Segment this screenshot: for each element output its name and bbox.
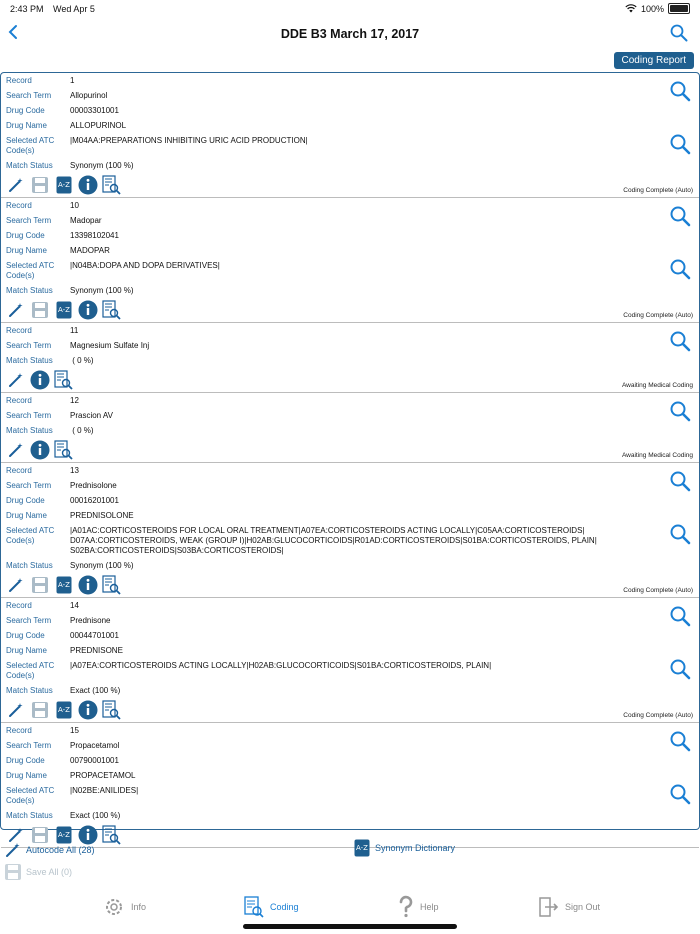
record-number-value: 11 [70,326,79,335]
record-actions [1,573,699,597]
drug-code-row [1,228,699,243]
drug-name-row [1,508,699,523]
selected-atc-value: |A01AC:CORTICOSTEROIDS FOR LOCAL ORAL TREATMENT|A07EA:CORTICOSTEROIDS ACTING LOCALLY|C05AA:CORTICOSTEROIDS| D07AA:CORTICOSTEROIDS, WEAK (GROUP I)|H02AB:GLUCOCORTICOIDS|R01AD:CORTICOSTEROIDS|S01BA:CORTICOSTEROIDS, PLAIN| S02BA:CORTICOSTEROIDS|S03BA:CORTICOSTEROIDS| [70,526,597,555]
navigation-bar [0,18,700,50]
record-number-row [1,393,699,408]
autocode-all-label: Autocode All (28) [26,845,95,855]
az-dictionary-icon [56,701,72,719]
coding-status: Awaiting Medical Coding [621,382,693,389]
drug-name-label: Drug Name [6,771,47,780]
record-number-value: 15 [70,726,79,735]
match-status-row [1,558,699,573]
drug-name-label: Drug Name [6,646,47,655]
record-number-row [1,198,699,213]
search-term-value: Prednisone [70,616,111,625]
magnifier-icon [669,330,691,352]
record-number-label: Record [6,201,32,210]
match-status-value: Exact (100 %) [70,686,121,695]
status-bar [0,0,700,18]
review-button[interactable] [102,575,122,595]
search-term-label: Search Term [6,216,52,225]
match-status-row [1,158,699,173]
atc-block [1,523,699,558]
record-number-row [1,598,699,613]
review-button[interactable] [102,175,122,195]
az-dictionary-icon [354,839,370,857]
search-term-block [1,213,699,228]
svg-text:A-Z: A-Z [58,306,70,314]
record-number-value: 10 [70,201,79,210]
drug-code-value: 00016201001 [70,496,119,505]
selected-atc-row [1,258,699,283]
record-number-value: 14 [70,601,79,610]
selected-atc-row [1,133,699,158]
drug-name-row [1,643,699,658]
document-search-icon [102,700,122,720]
selected-atc-label: Selected ATC Code(s) [6,261,55,280]
magic-wand-icon [7,176,25,194]
save-icon [31,701,49,719]
record-number-label: Record [6,726,32,735]
autocode-button[interactable] [6,700,26,720]
search-term-block [1,408,699,423]
status-right [625,3,690,14]
match-status-label: Match Status [6,426,53,435]
record-card [1,598,699,723]
az-dictionary-icon [56,301,72,319]
drug-code-row [1,103,699,118]
synonym-button[interactable] [54,575,74,595]
svg-text:A-Z: A-Z [58,581,70,589]
drug-name-label: Drug Name [6,121,47,130]
magnifier-icon [669,523,691,545]
search-term-value: Allopurinol [70,91,108,100]
search-term-label: Search Term [6,741,52,750]
record-card [1,463,699,598]
search-term-row [1,213,699,228]
search-term-label: Search Term [6,91,52,100]
tab-help-label: Help [420,902,439,912]
save-button[interactable] [30,700,50,720]
drug-name-value: PREDNISONE [70,646,123,655]
info-icon [78,700,98,720]
match-status-value: ( 0 %) [70,356,94,365]
match-status-row [1,423,699,438]
selected-atc-value: |A07EA:CORTICOSTEROIDS ACTING LOCALLY|H02AB:GLUCOCORTICOIDS|S01BA:CORTICOSTEROIDS, PLAIN| [70,661,492,670]
search-term-row [1,738,699,753]
match-status-row [1,683,699,698]
drug-code-label: Drug Code [6,756,45,765]
coding-icon [244,896,264,918]
autocode-button[interactable] [6,300,26,320]
record-number-row [1,323,699,338]
save-button[interactable] [30,300,50,320]
svg-text:A-Z: A-Z [58,706,70,714]
drug-code-value: 00003301001 [70,106,119,115]
match-status-label: Match Status [6,356,53,365]
info-icon [78,300,98,320]
autocode-button[interactable] [6,175,26,195]
bulk-actions [4,839,95,883]
tab-sign-out-label: Sign Out [565,902,601,912]
info-button[interactable] [78,175,98,195]
selected-atc-label: Selected ATC Code(s) [6,661,55,680]
document-search-icon [102,300,122,320]
az-dictionary-icon [56,576,72,594]
sign-out-icon [539,896,559,918]
record-number-value: 13 [70,466,79,475]
review-button[interactable] [54,370,74,390]
coding-status: Awaiting Medical Coding [621,452,693,459]
wifi-icon [625,4,637,13]
record-number-value: 12 [70,396,79,405]
magic-wand-icon [4,841,22,859]
selected-atc-value: |M04AA:PREPARATIONS INHIBITING URIC ACID PRODUCTION| [70,136,308,145]
coding-status: Coding Complete (Auto) [623,712,693,719]
drug-name-row [1,768,699,783]
record-number-value: 1 [70,76,75,85]
coding-status: Coding Complete (Auto) [623,587,693,594]
match-status-value: Synonym (100 %) [70,161,134,170]
question-icon [398,896,414,918]
info-icon [78,575,98,595]
record-card [1,723,699,848]
search-term-row [1,478,699,493]
drug-code-row [1,628,699,643]
record-card [1,323,699,393]
match-status-label: Match Status [6,686,53,695]
match-status-label: Match Status [6,811,53,820]
tab-coding-label: Coding [270,902,299,912]
drug-name-value: PREDNISOLONE [70,511,134,520]
review-button[interactable] [54,440,74,460]
status-time: 2:43 PM [10,4,44,14]
search-term-value: Magnesium Sulfate Inj [70,341,150,350]
magic-wand-icon [7,301,25,319]
record-actions [1,173,699,197]
battery-percent: 100% [640,3,664,14]
svg-text:A-Z: A-Z [58,831,70,839]
atc-block [1,258,699,283]
atc-lookup-button[interactable] [669,523,691,550]
autocode-button[interactable] [6,370,26,390]
synonym-dictionary-label: Synonym Dictionary [375,843,456,853]
tab-help[interactable] [398,896,439,918]
document-search-icon [102,825,122,845]
svg-text:A-Z: A-Z [58,181,70,189]
page-title: DDE B3 March 17, 2017 [280,27,420,41]
info-button[interactable] [78,300,98,320]
drug-name-value: ALLOPURINOL [70,121,127,130]
search-term-label: Search Term [6,411,52,420]
record-card [1,73,699,198]
tab-info-label: Info [131,902,147,912]
autocode-button[interactable] [6,575,26,595]
search-term-label: Search Term [6,341,52,350]
magnifier-icon [669,783,691,805]
search-term-block [1,478,699,493]
magnifier-icon [669,400,691,422]
match-status-value: Exact (100 %) [70,811,121,820]
synonym-dictionary-button[interactable] [354,839,455,857]
drug-name-row [1,243,699,258]
match-status-label: Match Status [6,561,53,570]
autocode-button[interactable] [6,440,26,460]
tab-bar [0,893,700,923]
record-list[interactable] [0,72,700,839]
drug-code-row [1,753,699,768]
battery-icon [668,3,690,14]
drug-name-label: Drug Name [6,511,47,520]
magnifier-icon [669,730,691,752]
record-actions [1,823,699,847]
atc-lookup-button[interactable] [669,658,691,685]
search-term-block [1,738,699,753]
info-icon [30,370,50,390]
drug-name-row [1,118,699,133]
search-term-label: Search Term [6,616,52,625]
selected-atc-label: Selected ATC Code(s) [6,786,55,805]
search-term-block [1,338,699,353]
info-icon [78,175,98,195]
search-term-value: Prascion AV [70,411,113,420]
coding-status: Coding Complete (Auto) [623,312,693,319]
save-icon [4,863,22,881]
search-term-value: Madopar [70,216,102,225]
drug-code-row [1,493,699,508]
review-button[interactable] [102,825,122,845]
selected-atc-value: |N04BA:DOPA AND DOPA DERIVATIVES| [70,261,220,270]
drug-code-label: Drug Code [6,106,45,115]
search-term-block [1,613,699,628]
record-number-label: Record [6,601,32,610]
review-button[interactable] [102,700,122,720]
drug-name-value: MADOPAR [70,246,110,255]
record-number-row [1,723,699,738]
save-icon [31,576,49,594]
match-status-value: Synonym (100 %) [70,561,134,570]
magnifier-icon [669,658,691,680]
document-search-icon [54,370,74,390]
search-term-label: Search Term [6,481,52,490]
record-number-row [1,73,699,88]
record-number-label: Record [6,76,32,85]
autocode-all-button[interactable] [4,839,95,861]
record-actions [1,298,699,322]
atc-block [1,783,699,808]
review-button[interactable] [102,300,122,320]
coding-report-button[interactable]: Coding Report [614,52,694,69]
atc-lookup-button[interactable] [669,258,691,285]
drug-name-value: PROPACETAMOL [70,771,136,780]
tab-info[interactable] [103,896,146,918]
info-button[interactable] [78,700,98,720]
magic-wand-icon [7,701,25,719]
info-button[interactable] [78,575,98,595]
match-status-label: Match Status [6,286,53,295]
record-card [1,198,699,323]
search-term-value: Prednisolone [70,481,117,490]
document-search-icon [102,175,122,195]
magnifier-icon [669,470,691,492]
record-card [1,393,699,463]
drug-code-label: Drug Code [6,231,45,240]
search-term-row [1,408,699,423]
synonym-button[interactable] [54,175,74,195]
atc-block [1,658,699,683]
record-number-label: Record [6,396,32,405]
drug-name-label: Drug Name [6,246,47,255]
drug-code-label: Drug Code [6,631,45,640]
nav-search-button[interactable] [670,24,688,47]
tab-coding[interactable] [244,896,299,918]
svg-text:A-Z: A-Z [356,844,368,852]
info-button[interactable] [30,370,50,390]
save-icon [31,301,49,319]
match-status-label: Match Status [6,161,53,170]
info-button[interactable] [30,440,50,460]
magnifier-icon [669,205,691,227]
az-dictionary-icon [56,176,72,194]
magnifier-icon [669,605,691,627]
search-term-row [1,338,699,353]
record-number-row [1,463,699,478]
atc-lookup-button[interactable] [669,133,691,160]
magnifier-icon [669,133,691,155]
drug-code-value: 00790001001 [70,756,119,765]
record-actions [1,368,699,392]
selected-atc-value: |N02BE:ANILIDES| [70,786,139,795]
record-actions [1,438,699,462]
magnifier-icon [669,80,691,102]
selected-atc-row [1,523,699,558]
record-number-label: Record [6,466,32,475]
coding-status: Coding Complete (Auto) [623,187,693,194]
save-all-label: Save All (0) [26,867,73,877]
drug-code-label: Drug Code [6,496,45,505]
record-actions [1,698,699,722]
magic-wand-icon [7,441,25,459]
search-term-block [1,88,699,103]
magic-wand-icon [7,576,25,594]
selected-atc-row [1,658,699,683]
save-button[interactable] [30,575,50,595]
match-status-value: ( 0 %) [70,426,94,435]
selected-atc-row [1,783,699,808]
atc-lookup-button[interactable] [669,783,691,810]
search-icon [670,24,688,42]
synonym-button[interactable] [54,300,74,320]
tab-sign-out[interactable] [539,896,600,918]
magnifier-icon [669,258,691,280]
save-all-button[interactable] [4,861,95,883]
document-search-icon [102,575,122,595]
drug-code-value: 00044701001 [70,631,119,640]
atc-block [1,133,699,158]
match-status-row [1,808,699,823]
selected-atc-label: Selected ATC Code(s) [6,526,55,545]
selected-atc-label: Selected ATC Code(s) [6,136,55,155]
home-indicator [243,924,457,929]
match-status-row [1,283,699,298]
search-term-value: Propacetamol [70,741,120,750]
synonym-button[interactable] [54,700,74,720]
save-icon [31,176,49,194]
drug-code-value: 13398102041 [70,231,119,240]
search-term-row [1,613,699,628]
record-number-label: Record [6,326,32,335]
magic-wand-icon [7,371,25,389]
status-date: Wed Apr 5 [53,4,95,14]
match-status-value: Synonym (100 %) [70,286,134,295]
match-status-row [1,353,699,368]
search-term-row [1,88,699,103]
document-search-icon [54,440,74,460]
gear-icon [103,896,125,918]
save-button[interactable] [30,175,50,195]
info-icon [30,440,50,460]
